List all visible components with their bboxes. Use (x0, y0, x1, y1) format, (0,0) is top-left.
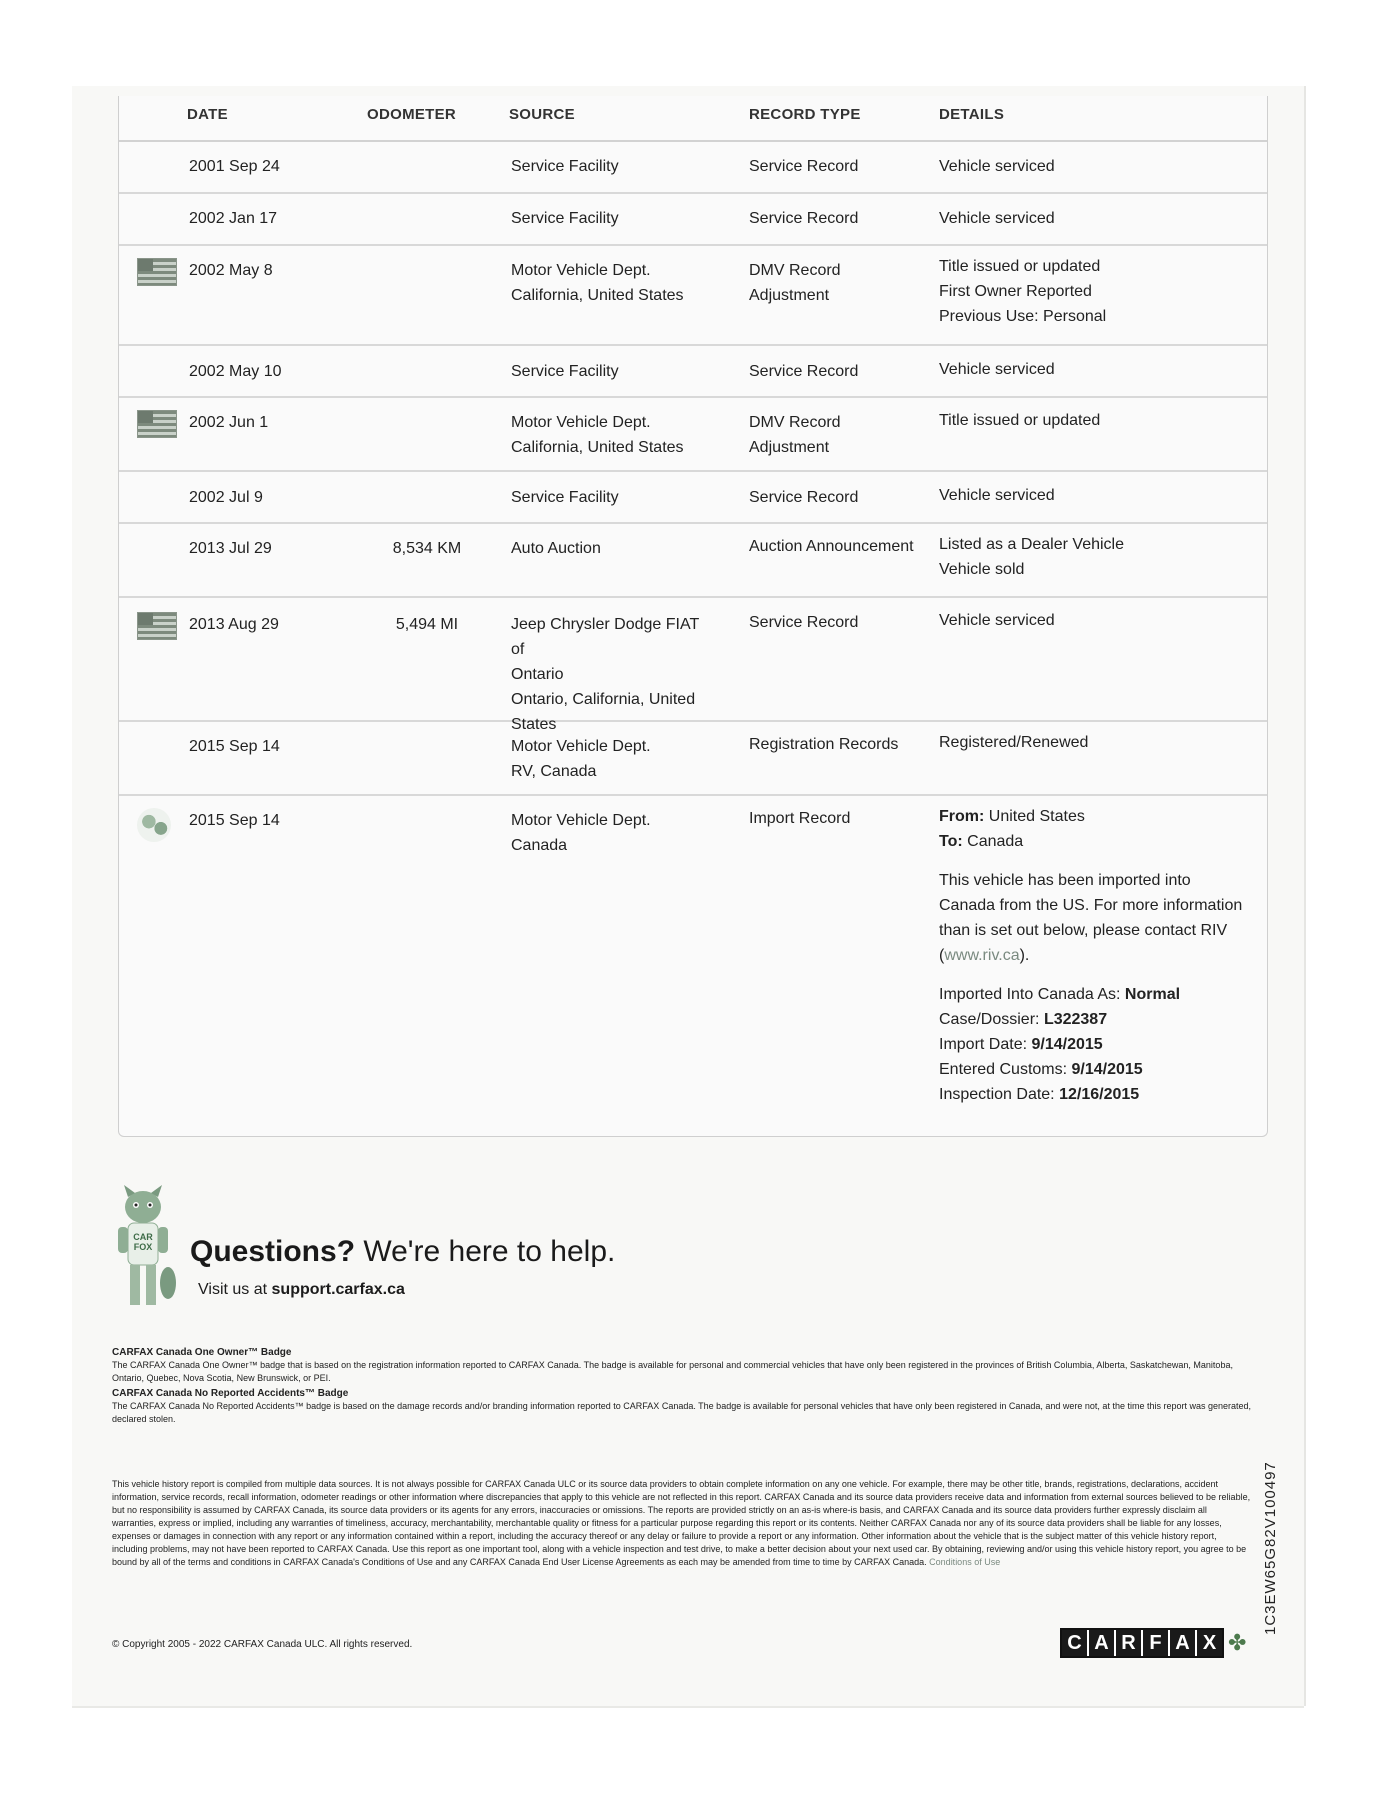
table-row (119, 398, 1267, 472)
row-record-type: Registration Records (749, 736, 899, 753)
row-details: Vehicle serviced (939, 612, 1055, 629)
row-odometer: 5,494 MI (395, 616, 459, 633)
row-date: 2002 Jun 1 (189, 414, 269, 431)
row-record-type: Service Record (749, 363, 859, 380)
us-flag-icon (137, 258, 177, 286)
conditions-link[interactable]: Conditions of Use (929, 1557, 1001, 1567)
table-row (119, 722, 1267, 796)
row-date: 2002 May 8 (189, 262, 273, 279)
header-date: DATE (187, 106, 228, 123)
row-date: 2013 Jul 29 (189, 540, 272, 557)
row-details: Listed as a Dealer Vehicle Vehicle sold (939, 536, 1124, 578)
row-source: Jeep Chrysler Dodge FIAT of Ontario Ontario, California, United States (511, 616, 699, 733)
row-source: Auto Auction (511, 540, 601, 557)
row-date: 2001 Sep 24 (189, 158, 280, 175)
history-table (118, 96, 1268, 1137)
row-date: 2002 Jul 9 (189, 489, 263, 506)
us-flag-icon (137, 612, 177, 640)
row-source: Motor Vehicle Dept. California, United States (511, 414, 684, 456)
row-details: Vehicle serviced (939, 361, 1055, 378)
row-details: Vehicle serviced (939, 487, 1055, 504)
no-accidents-text: The CARFAX Canada No Reported Accidents™ badge is based on the damage records and/or branding information reported to CARFAX Canada. The badge is available for personal vehicles that have only been registered in Canada, and were not, at the time this report was generated, declared stolen. (112, 1401, 1252, 1424)
row-record-type: Import Record (749, 810, 851, 827)
header-source: SOURCE (509, 106, 575, 123)
table-row (119, 346, 1267, 398)
row-source: Motor Vehicle Dept. RV, Canada (511, 738, 651, 780)
row-date: 2015 Sep 14 (189, 812, 280, 829)
row-source: Service Facility (511, 158, 619, 175)
svg-text:FOX: FOX (133, 1242, 153, 1252)
row-source: Service Facility (511, 210, 619, 227)
carfax-logo: C A R F A X ✤ (1060, 1628, 1246, 1658)
row-source: Motor Vehicle Dept. Canada (511, 812, 651, 854)
row-date: 2002 May 10 (189, 363, 282, 380)
table-row (119, 194, 1267, 246)
table-row (119, 142, 1267, 194)
header-details: DETAILS (939, 106, 1005, 123)
one-owner-title: CARFAX Canada One Owner™ Badge (112, 1347, 292, 1358)
row-record-type: Service Record (749, 210, 859, 227)
support-link[interactable]: support.carfax.ca (271, 1281, 405, 1298)
table-row (119, 472, 1267, 524)
table-row (119, 246, 1267, 346)
table-row (119, 598, 1267, 733)
table-row (119, 524, 1267, 598)
no-accidents-title: CARFAX Canada No Reported Accidents™ Badge (112, 1388, 349, 1399)
help-title: Questions? We're here to help. (190, 1235, 616, 1268)
table-row (119, 796, 1267, 1134)
row-details: Title issued or updated First Owner Reported Previous Use: Personal (939, 258, 1107, 325)
row-date: 2013 Aug 29 (189, 616, 279, 633)
row-details: Vehicle serviced (939, 210, 1055, 227)
globe-icon (137, 808, 171, 842)
svg-text:CAR: CAR (133, 1232, 153, 1242)
row-details: Vehicle serviced (939, 158, 1055, 175)
row-source: Service Facility (511, 363, 619, 380)
row-record-type: DMV Record Adjustment (749, 414, 841, 456)
copyright: © Copyright 2005 - 2022 CARFAX Canada ULC. All rights reserved. (112, 1639, 413, 1650)
header-record-type: RECORD TYPE (749, 106, 861, 123)
table-header (119, 96, 1267, 142)
help-visit: Visit us at support.carfax.ca (198, 1281, 405, 1298)
row-details: Title issued or updated (939, 412, 1101, 429)
one-owner-text: The CARFAX Canada One Owner™ badge that is based on the registration information reported to CARFAX Canada. The badge is available for personal and commercial vehicles that have only been registered in the provinces of British Columbia, Alberta, Saskatchewan, Manitoba, Ontario, Quebec, Nova Scotia, New Brunswick, or PEI. (112, 1360, 1233, 1383)
maple-leaf-icon: ✤ (1228, 1630, 1247, 1655)
row-record-type: Service Record (749, 489, 859, 506)
import-details: From: United States To: Canada This vehicle has been imported into Canada from the US. For more information than is set out below, please contact RIV (www.riv.ca). Imported Into Canada As: Normal Case/Dossier: L322387 Import Date: 9/14/2015 Entered Customs: 9/14/2015 Inspection Date: 12/16/2015 (939, 808, 1243, 1103)
row-record-type: Service Record (749, 158, 859, 175)
badge-notes (112, 1346, 1252, 1426)
row-record-type: DMV Record Adjustment (749, 262, 841, 304)
carfox-mascot-icon (108, 1185, 178, 1313)
row-record-type: Auction Announcement (749, 538, 914, 555)
help-section (190, 1235, 615, 1299)
header-odometer: ODOMETER (367, 106, 457, 123)
row-source: Service Facility (511, 489, 619, 506)
row-date: 2002 Jan 17 (189, 210, 278, 227)
vin-number: 1C3EW65G82V100497 (1262, 1461, 1279, 1635)
riv-link[interactable]: www.riv.ca (944, 947, 1020, 964)
row-record-type: Service Record (749, 614, 859, 631)
row-odometer: 8,534 KM (392, 540, 462, 557)
row-details: Registered/Renewed (939, 734, 1089, 751)
disclaimer: This vehicle history report is compiled from multiple data sources. It is not always possible for CARFAX Canada ULC or its source data providers to obtain complete information on any one vehicle. For example, there may be other title, brands, registrations, declarations, accident information, service records, recall information, odometer readings or other information where discrepancies that apply to this vehicle are not reflected in this report. CARFAX Canada and its source data providers receive data and information from external sources believed to be reliable, but no responsibility is assumed by CARFAX Canada, its source data providers or its agents for any errors, inaccuracies or omissions. The reports are provided strictly on an as-is where-is basis, and CARFAX Canada and its source data providers further expressly disclaim all warranties, express or implied, including any warranties of timeliness, accuracy, merchantability, merchantable quality or fitness for a particular purpose regarding this report or its contents. Neither CARFAX Canada nor any of its source data providers shall be liable for any losses, expenses or damages in connection with any report or any information contained within a report, including the accuracy thereof or any delay or failure to provide a report or any information. Other information about the vehicle that is the subject matter of this vehicle history report, including problems, may not have been reported to CARFAX Canada. Use this report as one important tool, along with a vehicle inspection and test drive, to make a better decision about your next used car. By obtaining, reviewing and/or using this vehicle history report, you agree to be bound by all of the terms and conditions in CARFAX Canada's Conditions of Use and any CARFAX Canada End User License Agreements as each may be amended from time to time by CARFAX Canada. Conditions of Use (112, 1479, 1251, 1567)
row-source: Motor Vehicle Dept. California, United States (511, 262, 684, 304)
row-date: 2015 Sep 14 (189, 738, 280, 755)
us-flag-icon (137, 410, 177, 438)
